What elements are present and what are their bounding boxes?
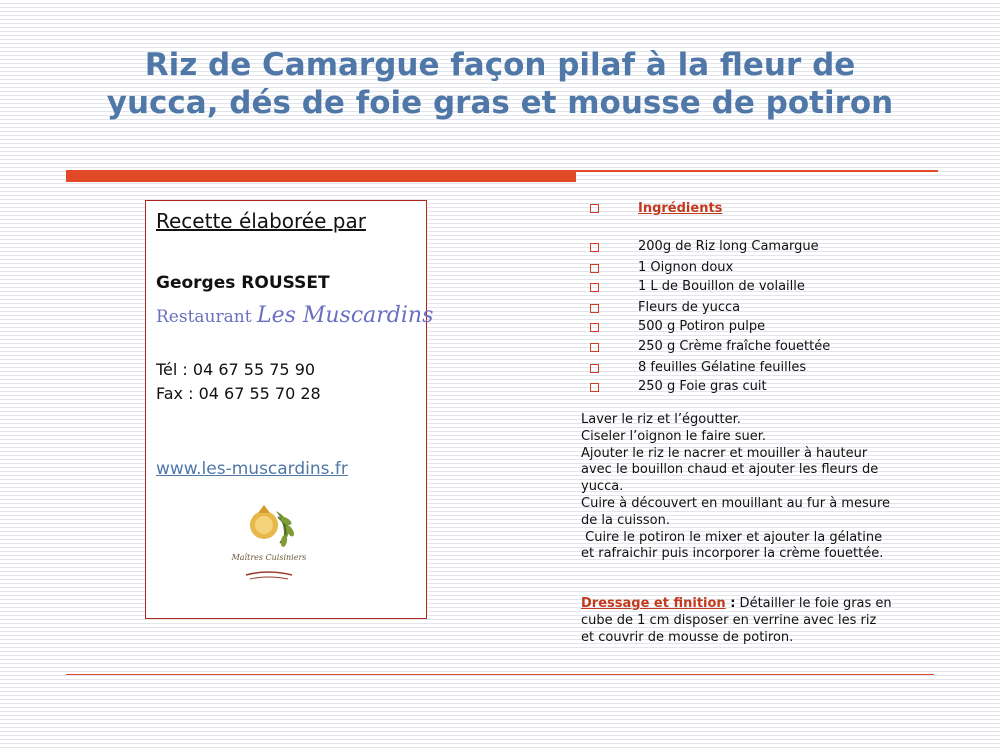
restaurant-name: [156, 303, 433, 328]
ingredient-item: 250 g Foie gras cuit: [638, 379, 767, 394]
logo-text: Maîtres Cuisiniers: [231, 553, 307, 562]
accent-bar-thick: [66, 170, 576, 182]
ingredient-item: 8 feuilles Gélatine feuilles: [638, 360, 807, 375]
dressage-line: et couvrir de mousse de potiron.: [581, 629, 794, 645]
bullet-icon: [590, 243, 599, 252]
ingredients-heading: Ingrédients: [638, 201, 723, 216]
bottom-divider: [66, 674, 934, 675]
restaurant-title: Les Muscardins: [256, 303, 434, 328]
ingredient-item: 200g de Riz long Camargue: [638, 239, 819, 254]
restaurant-prefix: Restaurant: [156, 307, 257, 327]
dressage-colon: :: [725, 596, 736, 611]
dressage-section: [581, 596, 931, 646]
step-line: Ajouter le riz le nacrer et mouiller à hauteur: [581, 445, 868, 461]
ingredient-item: 1 L de Bouillon de volaille: [638, 279, 805, 294]
bullet-icon: [590, 204, 599, 213]
bullet-icon: [590, 323, 599, 332]
dressage-first-line: [581, 596, 931, 613]
title-line-2: yucca, dés de foie gras et mousse de potiron: [106, 85, 894, 121]
bullet-icon: [590, 383, 599, 392]
ingredient-item: 250 g Crème fraîche fouettée: [638, 339, 831, 354]
fax: Fax : 04 67 55 70 28: [156, 384, 321, 403]
chef-card: [145, 200, 434, 619]
card-heading: Recette élaborée par: [156, 209, 366, 233]
step-line: yucca.: [581, 479, 624, 495]
bullet-icon: [590, 283, 599, 292]
step-line: Cuire le potiron le mixer et ajouter la gélatine: [581, 529, 883, 545]
preparation-steps: [581, 412, 931, 563]
phone: Tél : 04 67 55 75 90: [156, 360, 316, 379]
page-title: [40, 46, 960, 122]
chef-name: Georges ROUSSET: [156, 273, 330, 293]
dressage-line: Détailler le foie gras en: [735, 596, 892, 611]
maitres-cuisiniers-logo: [218, 503, 318, 593]
title-line-1: Riz de Camargue façon pilaf à la fleur de: [144, 47, 856, 83]
dressage-label: Dressage et finition: [581, 596, 726, 611]
bullet-icon: [590, 264, 599, 273]
bullet-icon: [590, 343, 599, 352]
step-line: Ciseler l’oignon le faire suer.: [581, 428, 767, 444]
bullet-icon: [590, 304, 599, 313]
bullet-icon: [590, 364, 599, 373]
laurel-logo-icon: [218, 503, 318, 593]
step-line: de la cuisson.: [581, 512, 670, 528]
step-line: Cuire à découvert en mouillant au fur à mesure: [581, 495, 891, 511]
ingredient-item: 1 Oignon doux: [638, 260, 734, 275]
step-line: Laver le riz et l’égoutter.: [581, 412, 741, 427]
accent-bar-thin: [576, 170, 938, 172]
website-link[interactable]: www.les-muscardins.fr: [156, 459, 348, 479]
ingredient-item: 500 g Potiron pulpe: [638, 319, 766, 334]
step-line: et rafraichir puis incorporer la crème fouettée.: [581, 546, 884, 562]
dressage-line: cube de 1 cm disposer en verrine avec les riz: [581, 612, 877, 628]
ingredient-item: Fleurs de yucca: [638, 300, 741, 315]
step-line: avec le bouillon chaud et ajouter les fleurs de: [581, 462, 879, 478]
